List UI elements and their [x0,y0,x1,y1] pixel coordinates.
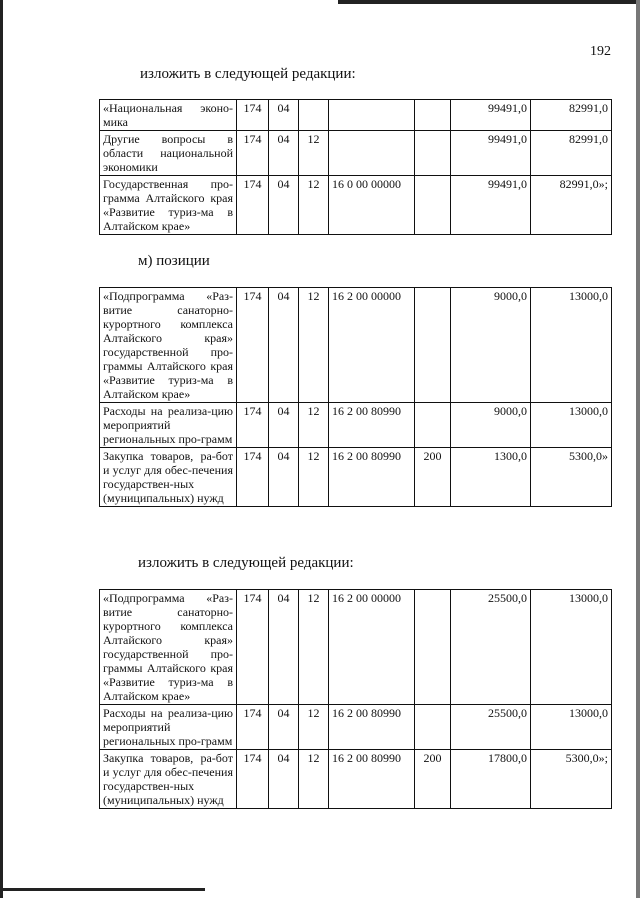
cell-amount-1: 99491,0 [451,176,531,235]
cell-target-article: 16 2 00 00000 [329,590,415,705]
cell-amount-2: 82991,0 [531,131,612,176]
cell-expense-type [415,705,451,750]
cell-amount-1: 25500,0 [451,590,531,705]
table-row [100,705,612,750]
cell-expense-type [415,131,451,176]
scan-edge-bottom [0,888,205,891]
cell-section-code: 04 [269,448,299,507]
cell-target-article [329,100,415,131]
cell-section-code: 04 [269,750,299,809]
cell-amount-1: 25500,0 [451,705,531,750]
cell-amount-1: 99491,0 [451,131,531,176]
cell-expense-type [415,176,451,235]
cell-amount-2: 5300,0» [531,448,612,507]
cell-ministry-code: 174 [237,176,269,235]
cell-amount-2: 82991,0 [531,100,612,131]
cell-section-code: 04 [269,705,299,750]
cell-amount-2: 5300,0»; [531,750,612,809]
cell-section-code: 04 [269,288,299,403]
cell-ministry-code: 174 [237,750,269,809]
cell-section-code: 04 [269,403,299,448]
table-row [100,448,612,507]
budget-table-3 [99,589,612,809]
cell-subsection-code: 12 [299,590,329,705]
cell-name: Государственная про-грамма Алтайского края «Развитие туриз-ма в Алтайском крае» [100,176,237,235]
table-row [100,100,612,131]
cell-ministry-code: 174 [237,131,269,176]
cell-target-article: 16 2 00 80990 [329,750,415,809]
cell-amount-2: 13000,0 [531,403,612,448]
cell-amount-1: 9000,0 [451,288,531,403]
cell-target-article: 16 2 00 00000 [329,288,415,403]
table-row [100,131,612,176]
cell-expense-type: 200 [415,448,451,507]
cell-subsection-code: 12 [299,750,329,809]
cell-section-code: 04 [269,176,299,235]
cell-subsection-code [299,100,329,131]
cell-subsection-code: 12 [299,705,329,750]
heading-1: изложить в следующей редакции: [140,66,356,82]
cell-name: Закупка товаров, ра-бот и услуг для обес-печения государствен-ных (муниципальных) нужд [100,750,237,809]
cell-amount-1: 17800,0 [451,750,531,809]
cell-subsection-code: 12 [299,131,329,176]
cell-amount-1: 9000,0 [451,403,531,448]
cell-expense-type: 200 [415,750,451,809]
cell-ministry-code: 174 [237,590,269,705]
cell-amount-2: 13000,0 [531,590,612,705]
cell-target-article: 16 2 00 80990 [329,705,415,750]
cell-section-code: 04 [269,131,299,176]
cell-target-article: 16 0 00 00000 [329,176,415,235]
cell-name: Расходы на реализа-цию мероприятий региональных про-грамм [100,705,237,750]
cell-subsection-code: 12 [299,288,329,403]
cell-ministry-code: 174 [237,100,269,131]
budget-table-2 [99,287,612,507]
heading-3: изложить в следующей редакции: [138,555,354,571]
cell-subsection-code: 12 [299,176,329,235]
cell-name: Закупка товаров, ра-бот и услуг для обес-печения государствен-ных (муниципальных) нужд [100,448,237,507]
table-row [100,590,612,705]
cell-amount-1: 99491,0 [451,100,531,131]
table-row [100,176,612,235]
cell-target-article: 16 2 00 80990 [329,448,415,507]
budget-table-1 [99,99,612,235]
cell-amount-1: 1300,0 [451,448,531,507]
cell-amount-2: 13000,0 [531,288,612,403]
cell-ministry-code: 174 [237,288,269,403]
cell-amount-2: 82991,0»; [531,176,612,235]
cell-section-code: 04 [269,590,299,705]
cell-expense-type [415,590,451,705]
cell-ministry-code: 174 [237,705,269,750]
cell-target-article [329,131,415,176]
cell-name: «Подпрограмма «Раз-витие санаторно-курортного комплекса Алтайского края» государственной про-граммы Алтайского края «Развитие туриз-ма в Алтайском крае» [100,288,237,403]
table-row [100,750,612,809]
scan-edge-right [636,0,640,898]
cell-expense-type [415,288,451,403]
cell-ministry-code: 174 [237,403,269,448]
cell-section-code: 04 [269,100,299,131]
cell-subsection-code: 12 [299,403,329,448]
table-row [100,403,612,448]
page-number: 192 [590,44,611,59]
cell-ministry-code: 174 [237,448,269,507]
table-row [100,288,612,403]
cell-expense-type [415,403,451,448]
heading-2: м) позиции [138,253,210,269]
scan-edge-left [0,0,3,898]
cell-name: «Подпрограмма «Раз-витие санаторно-курортного комплекса Алтайского края» государственной про-граммы Алтайского края «Развитие туриз-ма в Алтайском крае» [100,590,237,705]
cell-target-article: 16 2 00 80990 [329,403,415,448]
cell-amount-2: 13000,0 [531,705,612,750]
cell-expense-type [415,100,451,131]
cell-name: Расходы на реализа-цию мероприятий региональных про-грамм [100,403,237,448]
cell-name: Другие вопросы в области национальной экономики [100,131,237,176]
cell-name: «Национальная эконо-мика [100,100,237,131]
cell-subsection-code: 12 [299,448,329,507]
scan-edge-top [338,0,640,4]
